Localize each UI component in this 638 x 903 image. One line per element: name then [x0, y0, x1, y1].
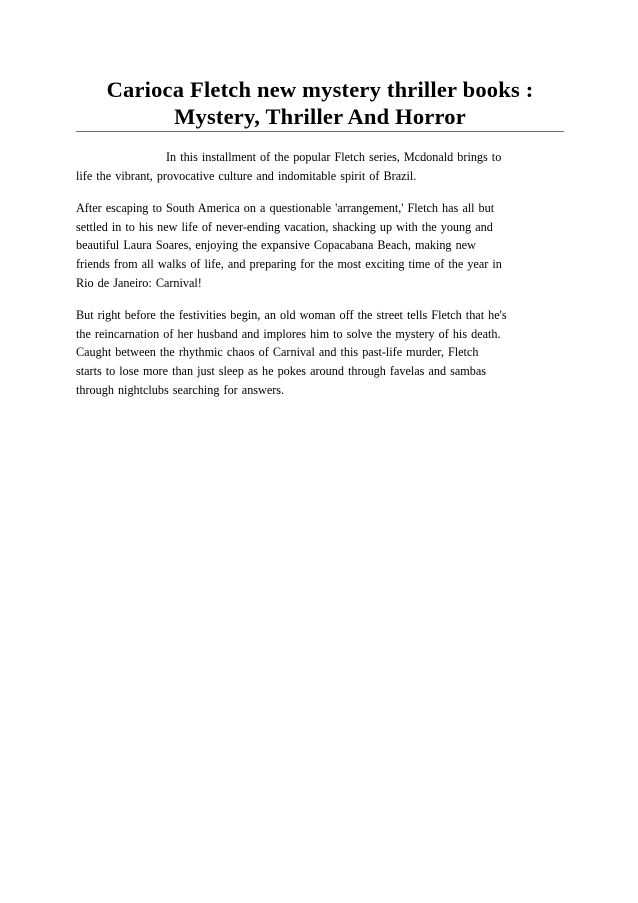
document-body: [76, 148, 566, 413]
title-divider: [76, 131, 564, 132]
text-line: starts to lose more than just sleep as he pokes around through favelas and sambas: [76, 363, 486, 378]
text-line: beautiful Laura Soares, enjoying the expansive Copacabana Beach, making new: [76, 238, 476, 253]
text-line: In this installment of the popular Fletch series, Mcdonald brings to: [166, 150, 502, 164]
text-line: But right before the festivities begin, an old woman off the street tells Fletch that he's: [76, 308, 507, 323]
escape-paragraph: [76, 199, 566, 292]
text-line: the reincarnation of her husband and implores him to solve the mystery of his death.: [76, 326, 501, 341]
title-line: Mystery, Thriller And Horror: [174, 104, 466, 129]
mystery-paragraph: [76, 306, 566, 399]
text-line: through nightclubs searching for answers.: [76, 382, 285, 397]
text-line: After escaping to South America on a questionable 'arrangement,' Fletch has all but: [76, 201, 495, 216]
text-line: settled in to his new life of never-ending vacation, shacking up with the young and: [76, 219, 493, 234]
text-line: life the vibrant, provocative culture and indomitable spirit of Brazil.: [76, 168, 417, 183]
text-line: Rio de Janeiro: Carnival!: [76, 275, 202, 290]
text-line: friends from all walks of life, and preparing for the most exciting time of the year in: [76, 256, 502, 271]
intro-paragraph: [76, 148, 566, 185]
text-line: Caught between the rhythmic chaos of Carnival and this past-life murder, Fletch: [76, 345, 479, 360]
title-line: Carioca Fletch new mystery thriller books :: [106, 77, 534, 102]
document-title: [76, 76, 564, 130]
